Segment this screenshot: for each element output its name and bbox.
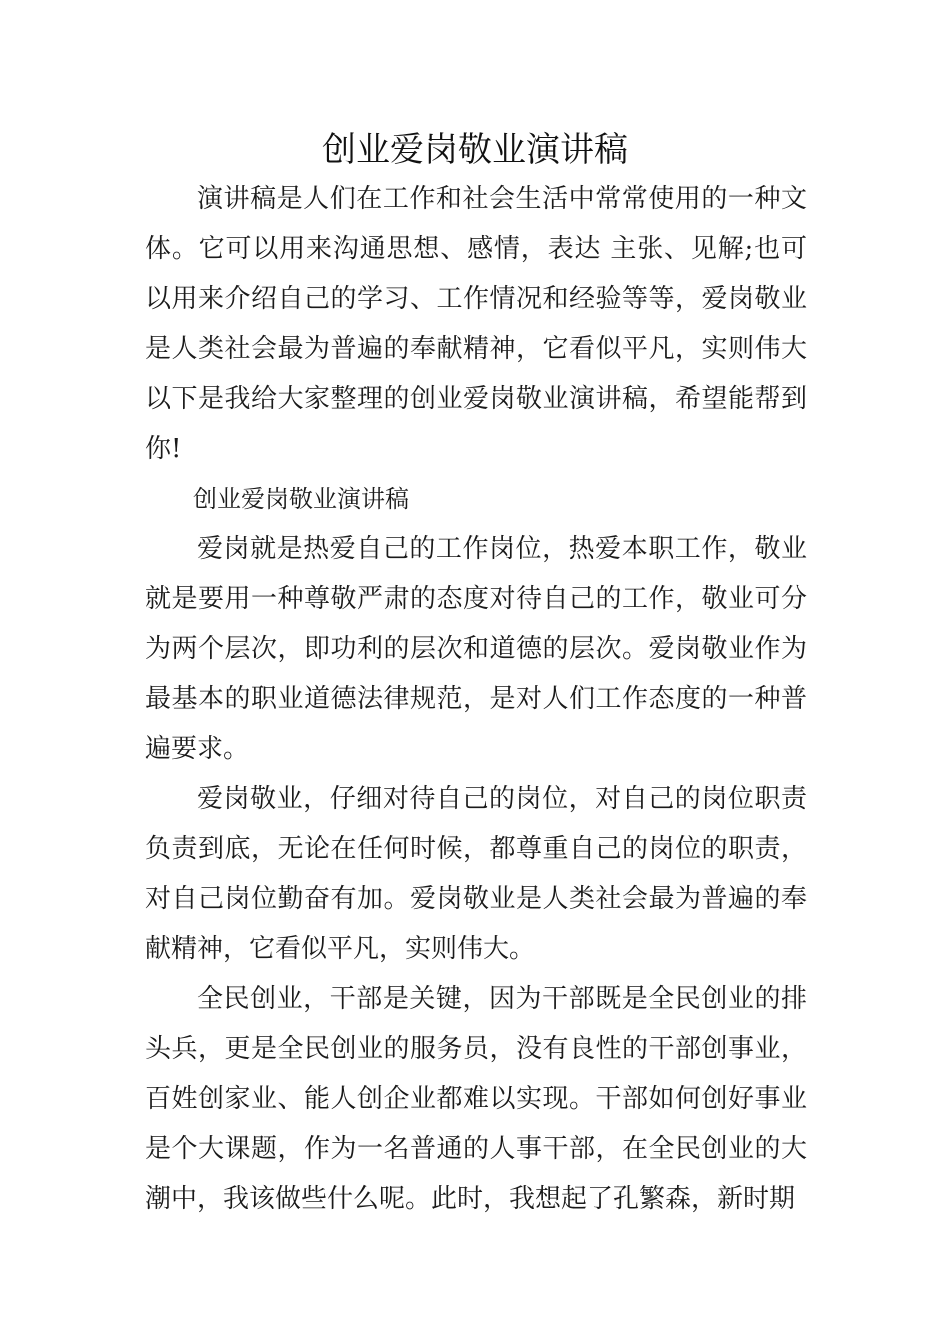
- body-paragraph: 爱岗敬业，仔细对待自己的岗位，对自己的岗位职责负责到底，无论在任何时候，都尊重自己的岗位的职责，对自己岗位勤奋有加。爱岗敬业是人类社会最为普遍的奉献精神，它看似平凡，实则伟大。: [145, 784, 807, 964]
- document-title: 创业爱岗敬业演讲稿: [322, 130, 628, 170]
- section-subheading: 创业爱岗敬业演讲稿: [193, 485, 409, 513]
- body-paragraph: 爱岗就是热爱自己的工作岗位，热爱本职工作，敬业就是要用一种尊敬严肃的态度对待自己的工作，敬业可分为两个层次，即功利的层次和道德的层次。爱岗敬业作为最基本的职业道德法律规范，是对人们工作态度的一种普遍要求。: [145, 534, 807, 764]
- document-body: [145, 174, 807, 1224]
- body-paragraph: 全民创业，干部是关键，因为干部既是全民创业的排头兵，更是全民创业的服务员，没有良性的干部创事业，百姓创家业、能人创企业都难以实现。干部如何创好事业是个大课题，作为一名普通的人事干部，在全民创业的大潮中，我该做些什么呢。此时，我想起了孔繁森，新时期: [145, 984, 807, 1214]
- intro-paragraph: 演讲稿是人们在工作和社会生活中常常使用的一种文体。它可以用来沟通思想、感情，表达 主张、见解;也可以用来介绍自己的学习、工作情况和经验等等，爱岗敬业是人类社会最为普遍的奉献精神，它看似平凡，实则伟大以下是我给大家整理的创业爱岗敬业演讲稿，希望能帮到你!: [145, 184, 807, 464]
